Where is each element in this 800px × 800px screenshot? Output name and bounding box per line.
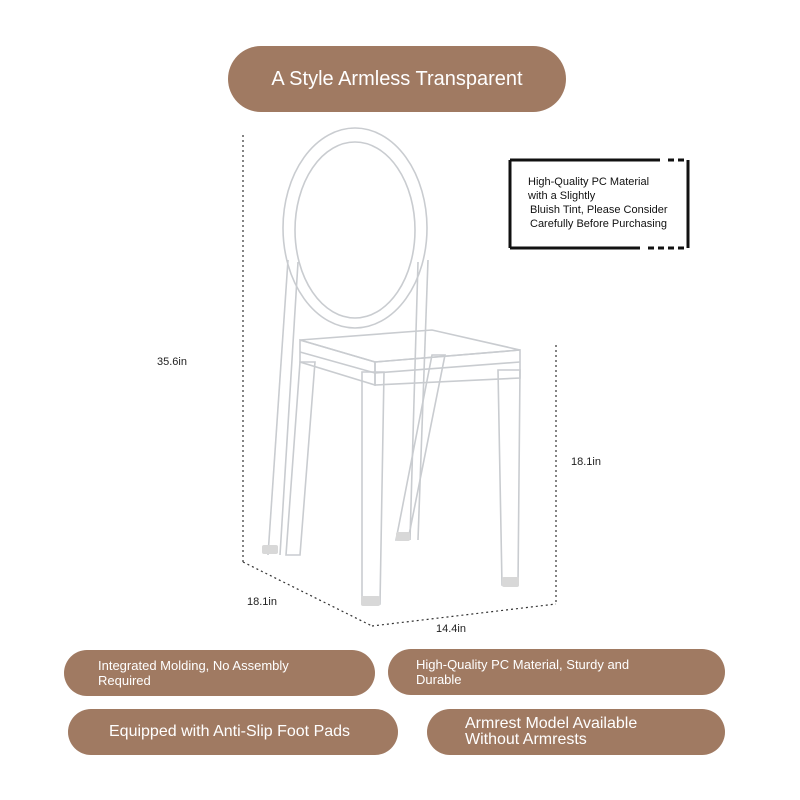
- feature-pill-armrest-model: [427, 709, 725, 755]
- height-total-label: 35.6in: [157, 356, 187, 368]
- feature-pill-pc-material: [388, 649, 725, 695]
- feature-text: Without Armrests: [465, 731, 587, 748]
- depth-dim-line: [243, 562, 372, 626]
- feature-pill-anti-slip: [68, 709, 398, 755]
- feature-text: Required: [98, 673, 151, 688]
- width-label: 14.4in: [436, 623, 466, 635]
- feature-text: Durable: [416, 672, 462, 687]
- note-line-3: Bluish Tint, Please Consider: [530, 204, 668, 216]
- feature-text: Equipped with Anti-Slip Foot Pads: [109, 723, 351, 740]
- material-note: [510, 159, 688, 247]
- seat-height-label: 18.1in: [571, 456, 601, 468]
- note-line-2: with a Slightly: [528, 190, 596, 202]
- note-line-4: Carefully Before Purchasing: [530, 218, 667, 230]
- feature-text: High-Quality PC Material, Sturdy and: [416, 657, 630, 672]
- feature-text: Armrest Model Available: [465, 715, 638, 732]
- feature-text: Integrated Molding, No Assembly: [98, 658, 289, 673]
- depth-label: 18.1in: [247, 596, 277, 608]
- product-title: A Style Armless Transparent: [271, 67, 523, 90]
- chair-outline: [268, 128, 520, 604]
- feature-pill-integrated-molding: [64, 650, 375, 696]
- note-line-1: High-Quality PC Material: [528, 176, 650, 188]
